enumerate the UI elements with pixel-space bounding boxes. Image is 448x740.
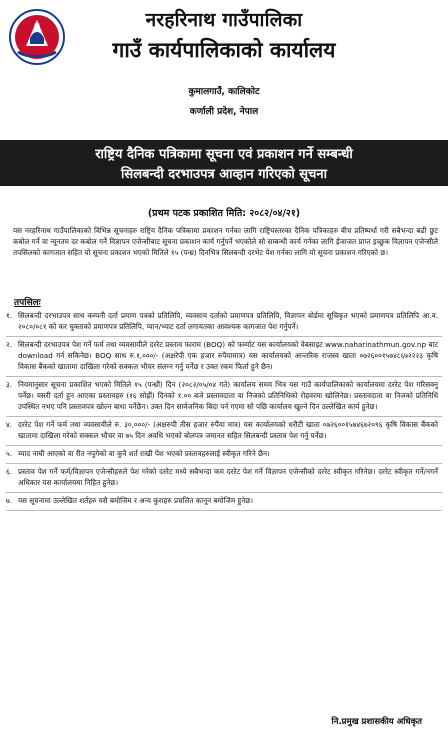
item-text: दररेट पेश गर्ने फर्म तथा व्यवसायीले रु. ३०,०००/- (अक्षरुपी तीस हजार रुपैंया मात्र) यस कार्यालयको धरौटी खाता ०७२६००१५७४६७२०९६ कृषि विकास बैंकको खातामा दाखिला गरेको सक्कल भौचर वा ७५ दिन अवधि भएको बोलपत्र जमानत सहित सिलबन्दी प्रस्ताव पेश गर्नु पर्नेछ।	[18, 420, 438, 440]
intro-paragraph: यस नरहरिनाथ गाउँपालिकाको विभिन्न सूचनाहरु राष्ट्रिय दैनिक पत्रिकामा प्रकाशन गर्नका लागि राष्ट्रियस्तरका दैनिक पत्रिकाहरु बीच प्रतिष्पर्धा गरी सबैभन्दा बढी छुट कबोल गर्ने वा न्यूनतम दर कबोल गर्ने विज्ञापन एजेन्सीबाट सूचना प्रकाशन कार्य गर्नुपर्ने भएकोले सो सम्बन्धी कार्य गर्नका लागि ईजाजत प्राप्त इच्छुक विज्ञापन एजेन्सीले तपसिलको कागजात सहित यो सूचना प्रकाशन भएको मितिले १५ (पन्ध्र) दिनभित्र सिलबन्दी दरभेट पेश गर्नका लागि यो सूचना प्रकाशन गरिएको छ।	[13, 226, 438, 257]
list-item	[6, 310, 442, 337]
details-heading: तपसिलः	[14, 298, 41, 308]
item-number: ७.	[6, 496, 13, 505]
item-text: सिलबन्दी दरभाउपत्र साथ कम्पनी दर्ता प्रमाण पत्रको प्रतिलिपि, व्यवसाय दर्ताको प्रमाणपत्र प्रतिलिपि, विज्ञापन बोर्डमा सूचिकृत भएको प्रमाणपत्र प्रतिलिपि आ.व. २०८०/०८१ को कर चुक्ताको प्रमाणपत्र प्रतिलिपि, प्यान/भ्याट दर्ता लगायतका आवश्यक कागजात पेश गर्नुपर्ने।	[18, 311, 438, 331]
item-number: १.	[6, 311, 13, 320]
item-text: नियमानुसार सूचना प्रकाशित भएको मितिले १५ (पन्ध्रौं) दिन (२०८२/०५/०४ गते) कार्यालय समय भित्र यस गाउँ कार्यपालिकाको कार्यालयमा दररेट पेश गरिसक्नु पर्नेछ। यसरी दर्ता हुन आएका प्रस्तावहरु (१६ सोह्रौं) दिनको १.०० बजे प्रस्तावदाता वा निजको प्रतिनिधिको रोहवरमा खोलिनेछ। प्रस्तावदाता वा निजको प्रतिनिधि उपस्थित नभए पनि प्रस्तावपत्र खोल्न बाधा पर्नेछैन। उक्त दिन सार्वजनिक बिदा पर्न गएमा सो पछि कार्यालय खुल्ने दिन उल्लेखित कार्य हुनेछ।	[18, 380, 438, 411]
signatory-title: नि.प्रमुख प्रशासकीय अधिकृत	[331, 717, 422, 727]
item-number: ६.	[6, 467, 13, 476]
item-text: म्याद नाघी आएको वा रीत नपुगेको वा कुनै शर्त राखी पेश भएको प्रस्तावहरुलाई स्वीकृत गरिने छैन।	[18, 449, 270, 458]
list-item	[6, 448, 442, 464]
item-number: ३.	[6, 380, 13, 389]
list-item	[6, 339, 442, 377]
notice-title-line-1: राष्ट्रिय दैनिक पत्रिकामा सूचना एवं प्रकाशन गर्ने सम्बन्धी	[95, 147, 353, 162]
publish-date: (प्रथम पटक प्रकाशित मिति: २०८२/०४/२१)	[147, 208, 301, 219]
item-text: प्रस्ताव पेश गर्ने फर्म/विज्ञापन एजेन्सीहरुले पेश गरेको दररेट मध्ये सबैभन्दा कम दररेट पेश गर्ने विज्ञापन एजेन्सीको दररेट स्वीकृत गरिनेछ। दररेट स्वीकृत गर्ने/नगर्ने अधिकार यस कार्यालयमा निहित हुनेछ।	[18, 467, 438, 487]
details-list	[6, 310, 442, 513]
municipality-name: नरहरिनाथ गाउँपालिका	[145, 9, 303, 31]
list-item	[6, 379, 442, 417]
item-text: यस सूचनामा उल्लेखित शर्तहरु यसै बमोजिम र अन्य कुराहरु प्रचलित कानून बमोजिम हुनेछ।	[18, 496, 253, 505]
office-address: कुमालगाउँ, कालिकोट	[188, 87, 260, 97]
notice-title-line-2: सिलबन्दी दरभाउपत्र आव्हान गरिएको सूचना	[121, 167, 327, 182]
office-name: गाउँ कार्यपालिकाको कार्यालय	[112, 38, 336, 62]
letterhead	[0, 0, 448, 126]
item-number: ४.	[6, 420, 13, 429]
item-text: सिलबन्दी दरभाउपत्र पेश गर्ने फर्म तथा व्यवसायीले दररेट प्रस्ताव फाराम (BOQ) को फर्म्याट यस कार्यालयको वेबसाइट www.naharinathmun.gov.np बाट download गर्न सकिनेछ। BOQ साथ रु.१,०००/- (अक्षरेपी एक हजार रुपैयामात्र) यस कार्यालयको आन्तरिक राजस्व खाता ०७२६००१५७४८६७२२२३ कृषि विकास बैंकको खातामा दाखिला गरेको सक्कल भौचर संलग्न गर्नु पर्नेछ र उक्त रकम फिर्ता हुने छैन।	[18, 340, 438, 371]
list-item	[6, 466, 442, 493]
item-number: ५.	[6, 449, 13, 458]
notice-title-banner	[0, 140, 448, 186]
province-country: कर्णाली प्रदेश, नेपाल	[189, 107, 259, 117]
list-item	[6, 495, 442, 511]
item-number: २.	[6, 340, 13, 349]
list-item	[6, 419, 442, 446]
